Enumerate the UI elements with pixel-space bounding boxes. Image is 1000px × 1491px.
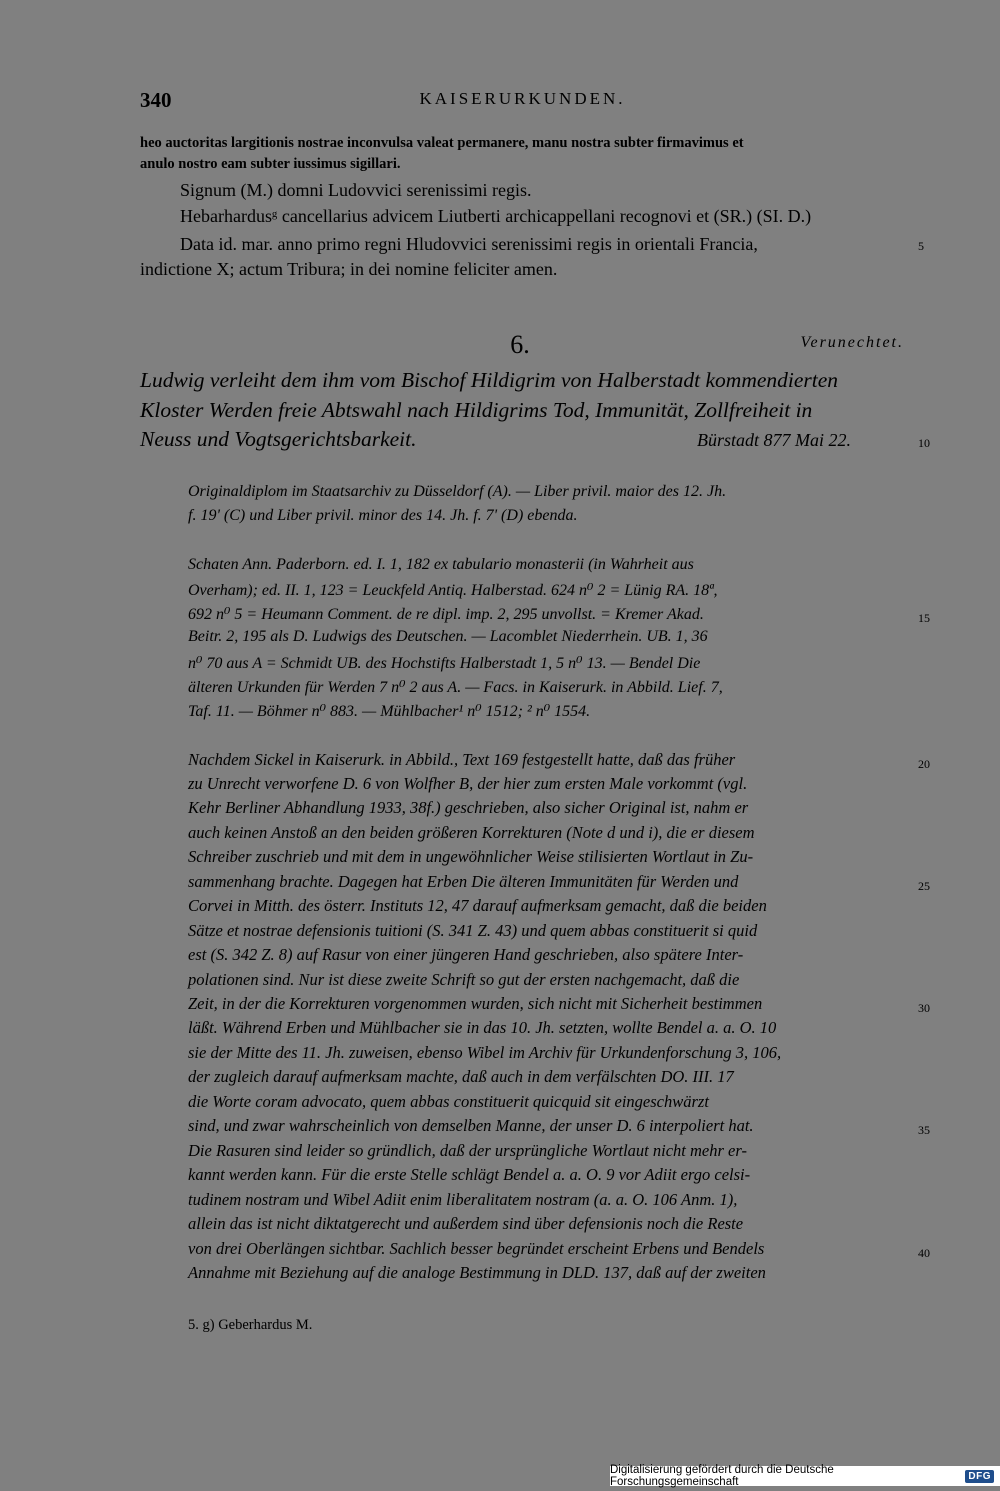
sources-line: f. 19' (C) und Liber privil. minor des 14. Jh. f. 7' (D) ebenda. — [188, 507, 578, 524]
commentary-line: Nachdem Sickel in Kaiserurk. in Abbild., Text 169 festgestellt hatte, daß das früher — [188, 750, 736, 769]
commentary-line: polationen sind. Nur ist diese zweite Schrift so gut der ersten nachgemacht, daß die — [188, 970, 740, 989]
dfg-logo: DFG — [965, 1470, 994, 1483]
running-title: KAISERURKUNDEN. — [419, 89, 626, 108]
commentary-line: Die Rasuren sind leider so gründlich, daß der ursprüngliche Wortlaut nicht mehr er- — [188, 1141, 747, 1160]
line-number-marker: 20 — [918, 757, 930, 771]
commentary-line: die Worte coram advocato, quem abbas constituerit quicquid sit eingeschwärzt — [188, 1092, 709, 1111]
recognition-line: Hebarhardusᵍ cancellarius advicem Liutberti archicappellani recognovi et (SR.) (SI. D.) — [180, 206, 812, 226]
text-line: anulo nostro eam subter iussimus sigillari. — [140, 156, 401, 172]
commentary-line: Corvei in Mitth. des österr. Instituts 12, 47 darauf aufmerksam gemacht, daß die beiden — [188, 896, 767, 915]
commentary-line: läßt. Während Erben und Mühlbacher sie in das 10. Jh. setzten, wollte Bendel a. a. O. 10 — [188, 1018, 777, 1037]
commentary-line: sind, und zwar wahrscheinlich von demselben Manne, der unser D. 6 interpoliert hat. — [188, 1116, 754, 1135]
editions-line: Beitr. 2, 195 als D. Ludwigs des Deutschen. — Lacomblet Niederrhein. UB. 1, 36 — [188, 628, 708, 645]
commentary-line: Zeit, in der die Korrekturen vorgenommen wurden, sich nicht mit Sicherheit bestimmen — [188, 994, 763, 1013]
commentary-line: auch keinen Anstoß an den beiden größeren Korrekturen (Note d und i), die er diesem — [188, 823, 755, 842]
commentary-line: allein das ist nicht diktatgerecht und außerdem sind über defensionis noch die Reste — [188, 1214, 744, 1233]
date-place: Bürstadt 877 Mai 22. — [697, 430, 852, 450]
commentary-line: Schreiber zuschrieb und mit dem in ungewöhnlicher Weise stilisierten Wortlaut in Zu- — [188, 847, 754, 866]
commentary-line: Kehr Berliner Abhandlung 1933, 38f.) geschrieben, also sicher Original ist, nahm er — [188, 798, 749, 817]
line-number-marker: 40 — [918, 1246, 930, 1260]
document-number: 6. — [510, 330, 530, 359]
editions-line: Taf. 11. — Böhmer n⁰ 883. — Mühlbacher¹ n⁰ 1512; ² n⁰ 1554. — [188, 703, 591, 720]
footer-text: Digitalisierung gefördert durch die Deutsche Forschungsgemeinschaft — [610, 1464, 834, 1488]
commentary-line: kannt werden kann. Für die erste Stelle schlägt Bendel a. a. O. 9 vor Adiit ergo celsi- — [188, 1165, 751, 1184]
editions-line: n⁰ 70 aus A = Schmidt UB. des Hochstifts Halberstadt 1, 5 n⁰ 13. — Bendel Die — [188, 655, 701, 672]
line-number-marker: 10 — [918, 436, 930, 450]
line-number-marker: 25 — [918, 879, 930, 893]
document-status: Verunechtet. — [800, 334, 904, 351]
editions-line: 692 n⁰ 5 = Heumann Comment. de re dipl. imp. 2, 295 unvollst. = Kremer Akad. — [188, 606, 704, 623]
commentary-line: der zugleich darauf aufmerksam machte, daß auch in dem verfälschten DO. III. 17 — [188, 1067, 734, 1086]
regest-line: Ludwig verleiht dem ihm vom Bischof Hildigrim von Halberstadt kommendierten — [140, 368, 839, 392]
dating-line: Data id. mar. anno primo regni Hludovvici serenissimi regis in orientali Francia, — [180, 234, 758, 254]
sources-line: Originaldiplom im Staatsarchiv zu Düsseldorf (A). — Liber privil. maior des 12. Jh. — [188, 483, 727, 500]
text-line: heo auctoritas largitionis nostrae inconvulsa valeat permanere, manu nostra subter firmavimus et — [140, 135, 744, 151]
digitization-footer — [610, 1466, 1000, 1486]
commentary-line: est (S. 342 Z. 8) auf Rasur von einer jüngeren Hand geschrieben, also spätere Inter- — [188, 945, 744, 964]
signum-line: Signum (M.) domni Ludovvici serenissimi regis. — [180, 180, 532, 200]
commentary-line: sie der Mitte des 11. Jh. zuweisen, ebenso Wibel im Archiv für Urkundenforschung 3, 106, — [188, 1043, 782, 1062]
footnote: 5. g) Geberhardus M. — [188, 1317, 313, 1333]
dating-line: indictione X; actum Tribura; in dei nomine feliciter amen. — [140, 259, 558, 279]
commentary-line: sammenhang brachte. Dagegen hat Erben Die älteren Immunitäten für Werden und — [188, 872, 739, 891]
commentary-line: von drei Oberlängen sichtbar. Sachlich besser begründet erscheint Erbens und Bendels — [188, 1239, 765, 1258]
regest-line: Kloster Werden freie Abtswahl nach Hildigrims Tod, Immunität, Zollfreiheit in — [140, 398, 813, 422]
commentary-line: zu Unrecht verworfene D. 6 von Wolfher B, der hier zum ersten Male vorkommt (vgl. — [188, 774, 748, 793]
editions-line: Schaten Ann. Paderborn. ed. I. 1, 182 ex tabulario monasterii (in Wahrheit aus — [188, 556, 694, 573]
line-number-marker: 5 — [918, 239, 924, 253]
regest-line: Neuss und Vogtsgerichtsbarkeit. — [140, 427, 417, 451]
editions-line: älteren Urkunden für Werden 7 n⁰ 2 aus A. — Facs. in Kaiserurk. in Abbild. Lief. 7, — [188, 679, 723, 696]
line-number-marker: 35 — [918, 1123, 930, 1137]
commentary-line: Sätze et nostrae defensionis tuitioni (S. 341 Z. 43) und quem abbas constituerit si quid — [188, 921, 758, 940]
page-header — [140, 88, 905, 112]
editions-line: Overham); ed. II. 1, 123 = Leuckfeld Antiq. Halberstad. 624 n⁰ 2 = Lünig RA. 18ª, — [188, 582, 718, 599]
page-number: 340 — [140, 88, 172, 112]
commentary-line: Annahme mit Beziehung auf die analoge Bestimmung in DLD. 137, daß auf der zweiten — [188, 1263, 766, 1282]
line-number-marker: 30 — [918, 1001, 930, 1015]
commentary-line: tudinem nostram und Wibel Adiit enim liberalitatem nostram (a. a. O. 106 Anm. 1), — [188, 1190, 738, 1209]
line-number-marker: 15 — [918, 611, 930, 625]
